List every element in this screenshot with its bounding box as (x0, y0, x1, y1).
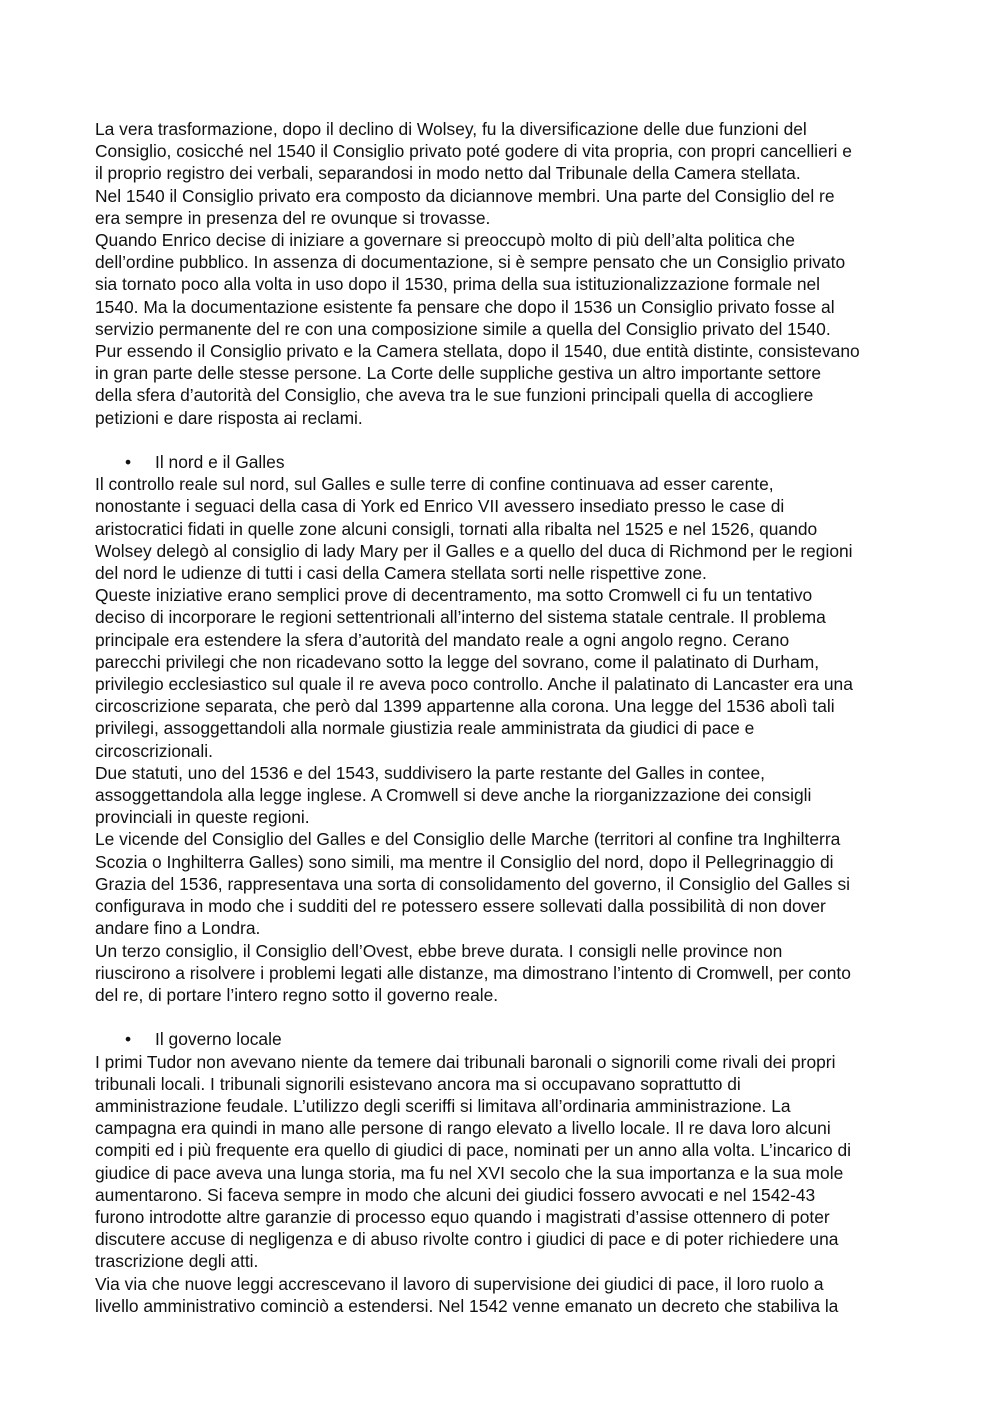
section-heading-text: Il nord e il Galles (155, 452, 285, 473)
paragraph: Le vicende del Consiglio del Galles e del Consiglio delle Marche (territori al confine tra Inghilterra Scozia o Inghilterra Galles) sono simili, ma mentre il Consiglio del nord, dopo il Pellegrinaggio di Grazia del 1536, rappresentava una sorta di consolidamento del governo, il Consiglio del Galles si configurava in modo che i sudditi del re potessero essere sollevati dalla possibilità di non dover andare fino a Londra. (95, 829, 850, 939)
document-page (95, 118, 910, 1317)
spacer (95, 429, 910, 451)
section-heading-text: Il governo locale (155, 1029, 282, 1050)
paragraph: Nel 1540 il Consiglio privato era composto da diciannove membri. Una parte del Consiglio del re era sempre in presenza del re ovunque si trovasse. (95, 185, 835, 228)
paragraph: Pur essendo il Consiglio privato e la Camera stellata, dopo il 1540, due entità distinte, consistevano in gran parte delle stesse persone. La Corte delle suppliche gestiva un altro importante settore della sfera d’autorità del Consiglio, che aveva tra le sue funzioni principali quella di accogliere petizioni e dare risposta ai reclami. (95, 341, 860, 428)
paragraph: Quando Enrico decise di iniziare a governare si preoccupò molto di più dell’alta politica che dell’ordine pubblico. In assenza di documentazione, si è sempre pensato che un Consiglio privato sia tornato poco alla volta in uso dopo il 1530, prima della sua istituzionalizzazione formale nel 1540. Ma la documentazione esistente fa pensare che dopo il 1536 un Consiglio privato fosse al servizio permanente del re con una composizione simile a quella del Consiglio privato del 1540. (95, 230, 846, 339)
spacer (95, 1006, 910, 1028)
paragraph: Via via che nuove leggi accrescevano il lavoro di supervisione dei giudici di pace, il loro ruolo a livello amministrativo cominciò a estendersi. Nel 1542 venne emanato un decreto che stabiliva la (95, 1273, 839, 1316)
paragraph: Due statuti, uno del 1536 e del 1543, suddivisero la parte restante del Galles in contee, assoggettandola alla legge inglese. A Cromwell si deve anche la riorganizzazione dei consigli provinciali in queste regioni. (95, 762, 812, 828)
section-heading-nord-galles (95, 451, 910, 473)
paragraph: I primi Tudor non avevano niente da temere dai tribunali baronali o signorili come rivali dei propri tribunali locali. I tribunali signorili esistevano ancora ma si occupavano soprattutto di amministrazione feudale. L’utilizzo degli sceriffi si limitava all’ordinaria amministrazione. La campagna era quindi in mano alle persone di rango elevato a livello locale. Il re dava loro alcuni compiti ed i più frequente era quello di giudici di pace, nominati per un anno alla volta. L’incarico di giudice di pace aveva una lunga storia, ma fu nel XVI secolo che la sua importanza e la sua mole aumentarono. Si faceva sempre in modo che alcuni dei giudici fossero avvocati e nel 1542-43 furono introdotte altre garanzie di processo equo quando i magistrati d’assise ottennero di poter discutere accuse di negligenza e di abuso rivolte contro i giudici di pace e di poter richiedere una trascrizione degli atti. (95, 1051, 851, 1272)
bullet-icon: • (125, 452, 132, 473)
paragraph: La vera trasformazione, dopo il declino di Wolsey, fu la diversificazione delle due funzioni del Consiglio, cosicché nel 1540 il Consiglio privato poté godere di vita propria, con propri cancellieri e il proprio registro dei verbali, separandosi in modo netto dal Tribunale della Camera stellata. (95, 119, 852, 184)
paragraph: Un terzo consiglio, il Consiglio dell’Ovest, ebbe breve durata. I consigli nelle province non riuscirono a risolvere i problemi legati alle distanze, ma dimostrano l’intento di Cromwell, per conto del re, di portare l’intero regno sotto il governo reale. (95, 940, 851, 1005)
paragraph: Queste iniziative erano semplici prove di decentramento, ma sotto Cromwell ci fu un tentativo deciso di incorporare le regioni settentrionali all’interno del sistema statale centrale. Il problema principale era estendere la sfera d’autorità del mandato reale a ogni angolo regno. Cerano parecchi privilegi che non ricadevano sotto la legge del sovrano, come il palatinato di Durham, privilegio ecclesiastico sul quale il re aveva poco controllo. Anche il palatinato di Lancaster era una circoscrizione separata, che però dal 1399 appartenne alla corona. Una legge del 1536 abolì tali privilegi, assoggettandoli alla normale giustizia reale amministrata da giudici di pace e circoscrizionali. (95, 585, 853, 761)
bullet-icon: • (125, 1029, 132, 1050)
paragraph: Il controllo reale sul nord, sul Galles e sulle terre di confine continuava ad esser carente, nonostante i seguaci della casa di York ed Enrico VII avessero insediato presso le case di aristocratici fidati in quelle zone alcuni consigli, tornati alla ribalta nel 1525 e nel 1526, quando Wolsey delegò al consiglio di lady Mary per il Galles e a quello del duca di Richmond per le regioni del nord le udienze di tutti i casi della Camera stellata sorti nelle rispettive zone. (95, 474, 853, 584)
section-heading-governo-locale (95, 1028, 910, 1050)
